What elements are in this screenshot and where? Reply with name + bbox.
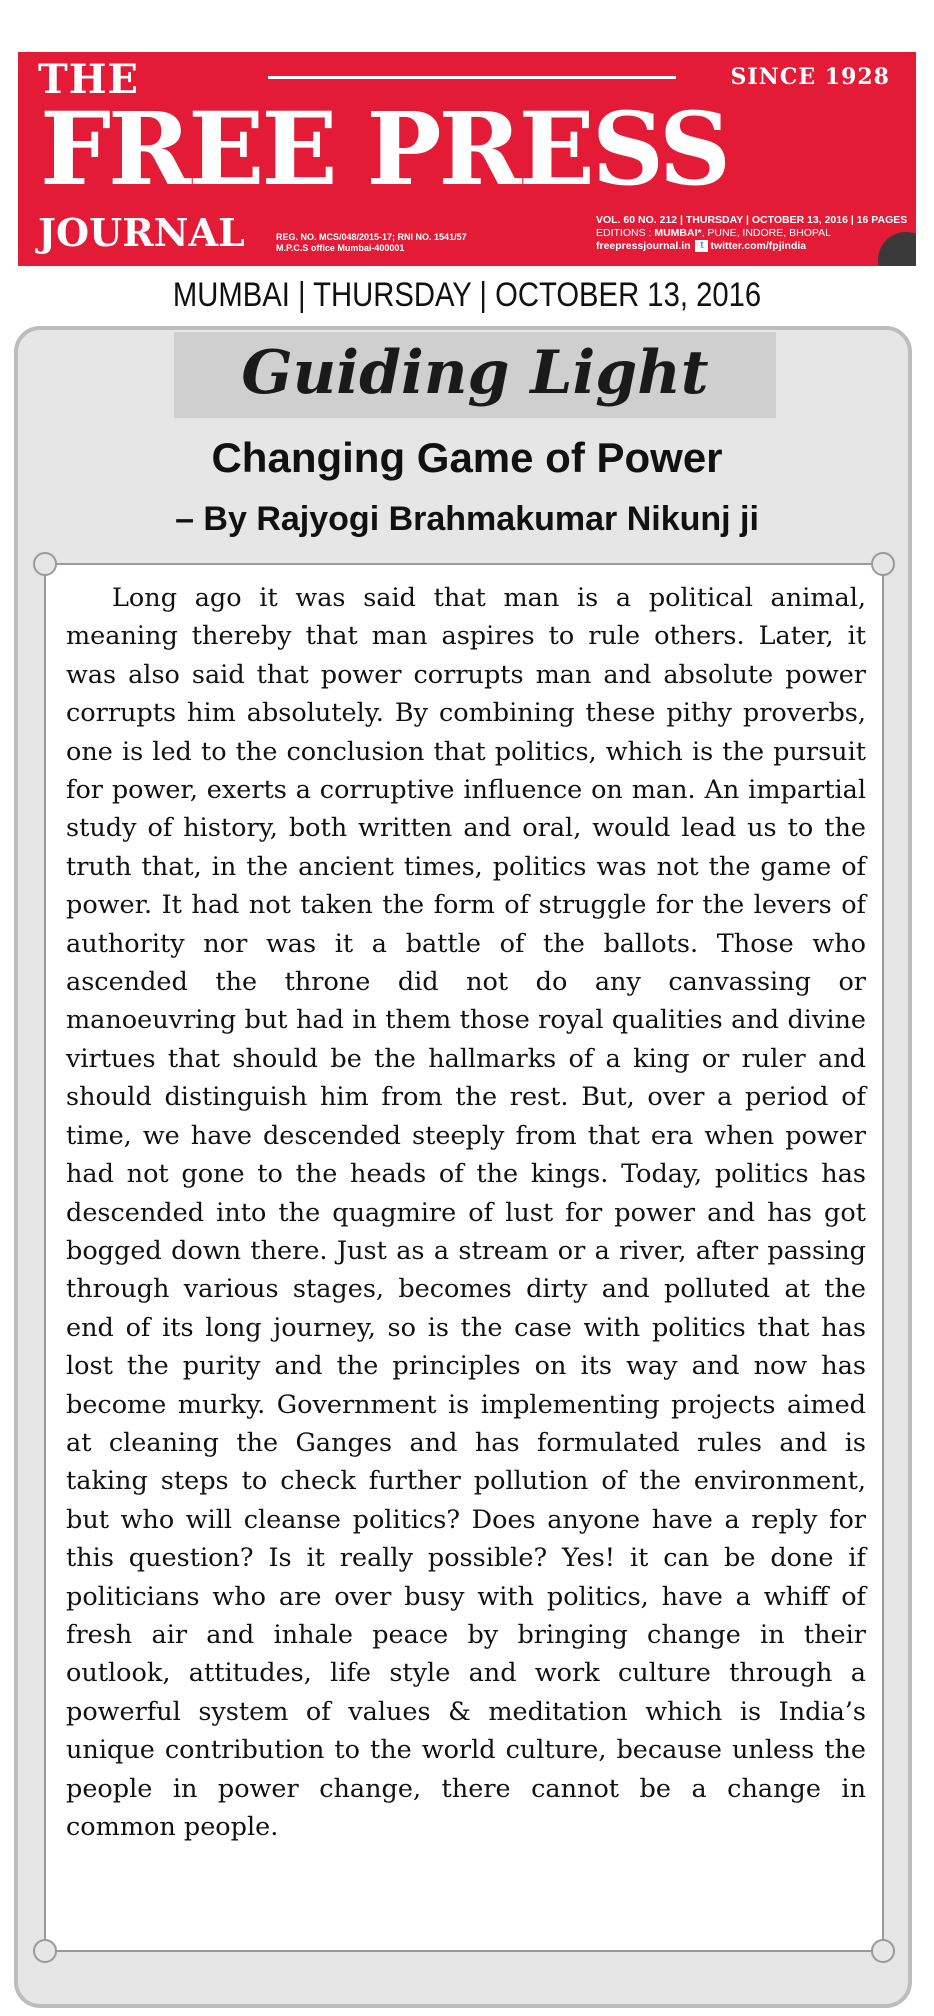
masthead-the: THE: [38, 56, 140, 103]
article-box: [44, 563, 884, 1952]
masthead-title: FREE PRESS: [40, 90, 729, 208]
office-line: M.P.C.S office Mumbai-400001: [276, 243, 405, 253]
editions-rest: , PUNE, INDORE, BHOPAL: [701, 227, 831, 239]
corner-notch: [33, 552, 57, 576]
corner-notch: [871, 1939, 895, 1963]
column-banner: [174, 332, 776, 418]
editions-label: EDITIONS :: [596, 227, 655, 239]
article-headline: Changing Game of Power: [211, 434, 723, 481]
masthead-registration: [276, 232, 467, 254]
article-byline: – By Rajyogi Brahmakumar Nikunj ji: [175, 500, 759, 538]
corner-notch: [33, 1939, 57, 1963]
web-line: [596, 240, 907, 253]
twitter-icon: t: [695, 240, 708, 252]
website-link[interactable]: freepressjournal.in: [596, 240, 691, 252]
editions-main: MUMBAI*: [654, 227, 702, 239]
registration-line: REG. NO. MCS/048/2015-17; RNI NO. 1541/57: [276, 232, 467, 242]
masthead-issue-info: [596, 214, 907, 253]
twitter-link[interactable]: twitter.com/fpjindia: [710, 240, 807, 252]
masthead-rule: [268, 76, 676, 79]
masthead-journal: JOURNAL: [38, 210, 245, 255]
dateline: MUMBAI | THURSDAY | OCTOBER 13, 2016: [172, 276, 762, 314]
volume-line: VOL. 60 NO. 212 | THURSDAY | OCTOBER 13, 2016 | 16 PAGES: [596, 214, 908, 226]
editions-line: [596, 227, 907, 240]
masthead: [18, 52, 916, 266]
column-banner-title: Guiding Light: [241, 338, 709, 408]
masthead-since: SINCE 1928: [730, 64, 890, 90]
article-body: Long ago it was said that man is a political animal, meaning thereby that man aspires to rule others. Later, it was also said that power corrupts man and absolute power corrupts him absolutely. By combining these pithy proverbs, one is led to the conclusion that politics, which is the pursuit for power, exerts a corruptive influence on man. An impartial study of history, both written and oral, would lead us to the truth that, in the ancient times, politics was not the game of power. It had not taken the form of struggle for the levers of authority nor was it a battle of the ballots. Those who ascended the throne did not do any canvassing or manoeuvring but had in them those royal qualities and divine virtues that should be the hallmarks of a king or ruler and should distinguish him from the rest. But, over a period of time, we have descended steeply from that era when power had not gone to the heads of the kings. Today, politics has descended into the quagmire of lust for power and has got bogged down there. Just as a stream or a river, after passing through various stages, becomes dirty and polluted at the end of its long journey, so is the case with politics that has lost the purity and the principles on its way and now has become murky. Government is implementing projects aimed at cleaning the Ganges and has formulated rules and is taking steps to check further pollution of the environment, but who will cleanse politics? Does anyone have a reply for this question? Is it really possible? Yes! it can be done if politicians who are over busy with politics, have a whiff of fresh air and inhale peace by bringing change in their outlook, attitudes, life style and work culture through a powerful system of values & meditation which is India’s unique contribution to the world culture, because unless the people in power change, there cannot be a change in common people.: [66, 583, 866, 1842]
corner-notch: [871, 552, 895, 576]
